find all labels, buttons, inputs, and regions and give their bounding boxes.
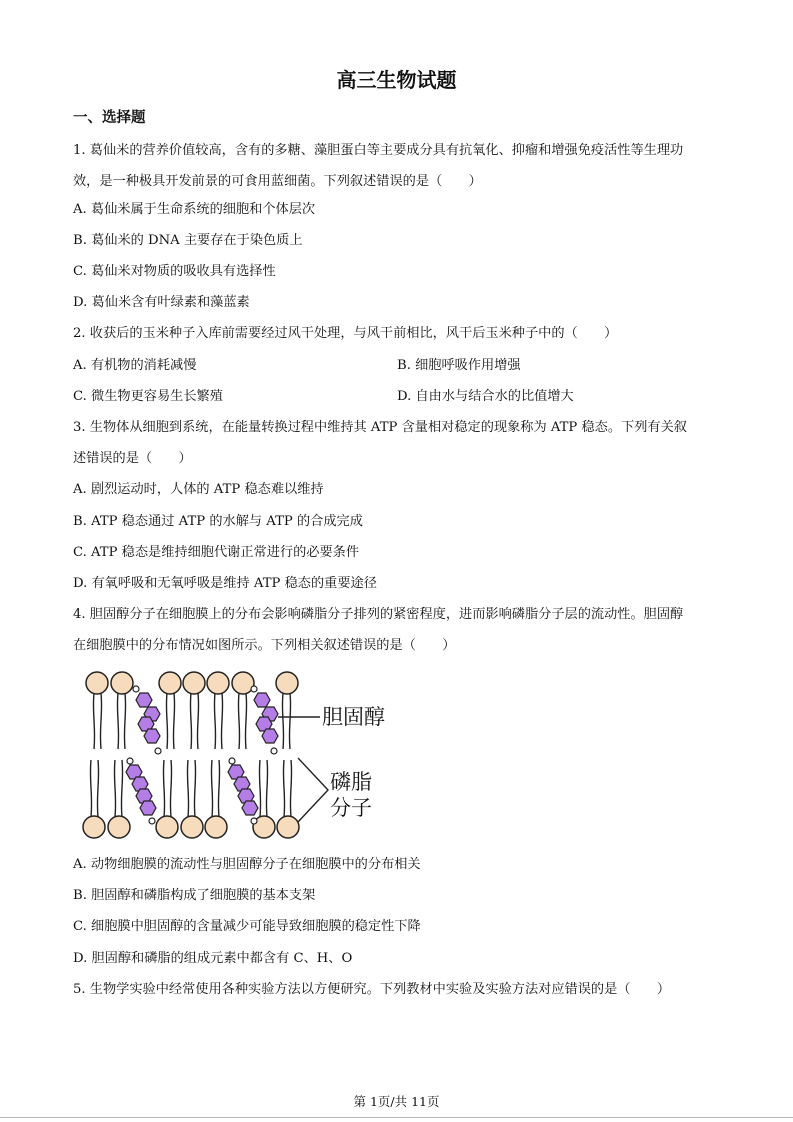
label-phospholipid-line2: 分子 — [330, 796, 372, 820]
q3-option-b: B. ATP 稳态通过 ATP 的水解与 ATP 的合成完成 — [73, 514, 363, 529]
q4-stem-line1: 4. 胆固醇分子在细胞膜上的分布会影响磷脂分子排列的紧密程度，进而影响磷脂分子层的流动性。胆固醇 — [73, 607, 684, 622]
q3-option-d: D. 有氧呼吸和无氧呼吸是维持 ATP 稳态的重要途径 — [73, 576, 377, 591]
lower-phospholipid-layer — [90, 760, 291, 817]
q1-option-c: C. 葛仙米对物质的吸收具有选择性 — [73, 264, 276, 279]
q2-option-a: A. 有机物的消耗减慢 — [73, 358, 197, 373]
q4-option-c: C. 细胞膜中胆固醇的含量减少可能导致细胞膜的稳定性下降 — [73, 919, 421, 934]
page-title: 高三生物试题 — [336, 68, 457, 92]
q2-stem: 2. 收获后的玉米种子入库前需要经过风干处理，与风干前相比，风干后玉米种子中的（ ） — [73, 326, 618, 341]
q3-option-a: A. 剧烈运动时，人体的 ATP 稳态难以维持 — [73, 482, 324, 497]
lower-phospholipid-heads — [83, 816, 299, 838]
label-cholesterol: 胆固醇 — [322, 705, 385, 729]
q3-stem-line1: 3. 生物体从细胞到系统，在能量转换过程中维持其 ATP 含量相对稳定的现象称为 ATP 稳态。下列有关叙 — [73, 420, 687, 435]
q1-option-a: A. 葛仙米属于生命系统的细胞和个体层次 — [73, 202, 316, 217]
q1-stem-line2: 效，是一种极具开发前景的可食用蓝细菌。下列叙述错误的是（ ） — [73, 174, 482, 189]
q1-option-b: B. 葛仙米的 DNA 主要存在于染色质上 — [73, 233, 303, 248]
q1-option-d: D. 葛仙米含有叶绿素和藻蓝素 — [73, 295, 250, 310]
upper-phospholipid-heads — [86, 672, 298, 694]
q3-stem-line2: 述错误的是（ ） — [73, 451, 192, 466]
cholesterol-lower — [126, 758, 258, 824]
q2-option-d: D. 自由水与结合水的比值增大 — [397, 389, 574, 404]
q3-option-c: C. ATP 稳态是维持细胞代谢正常进行的必要条件 — [73, 545, 360, 560]
footer-divider — [0, 1117, 793, 1118]
q4-option-b: B. 胆固醇和磷脂构成了细胞膜的基本支架 — [73, 888, 316, 903]
q4-stem-line2: 在细胞膜中的分布情况如图所示。下列相关叙述错误的是（ ） — [73, 638, 456, 653]
membrane-diagram — [82, 665, 402, 845]
section-heading: 一、选择题 — [73, 110, 146, 126]
q1-stem-line1: 1. 葛仙米的营养价值较高，含有的多糖、藻胆蛋白等主要成分具有抗氧化、抑瘤和增强免疫活性等生理功 — [73, 143, 684, 158]
label-leaders — [278, 717, 328, 822]
cholesterol-upper — [133, 686, 278, 754]
q4-option-a: A. 动物细胞膜的流动性与胆固醇分子在细胞膜中的分布相关 — [73, 857, 421, 872]
q4-option-d: D. 胆固醇和磷脂的组成元素中都含有 C、H、O — [73, 951, 353, 966]
q2-option-b: B. 细胞呼吸作用增强 — [397, 358, 521, 373]
page-footer: 第 1页/共 11页 — [353, 1094, 440, 1109]
q5-stem: 5. 生物学实验中经常使用各种实验方法以方便研究。下列教材中实验及实验方法对应错误的是（ ） — [73, 982, 671, 997]
q2-option-c: C. 微生物更容易生长繁殖 — [73, 389, 223, 404]
label-phospholipid-line1: 磷脂 — [330, 770, 372, 794]
